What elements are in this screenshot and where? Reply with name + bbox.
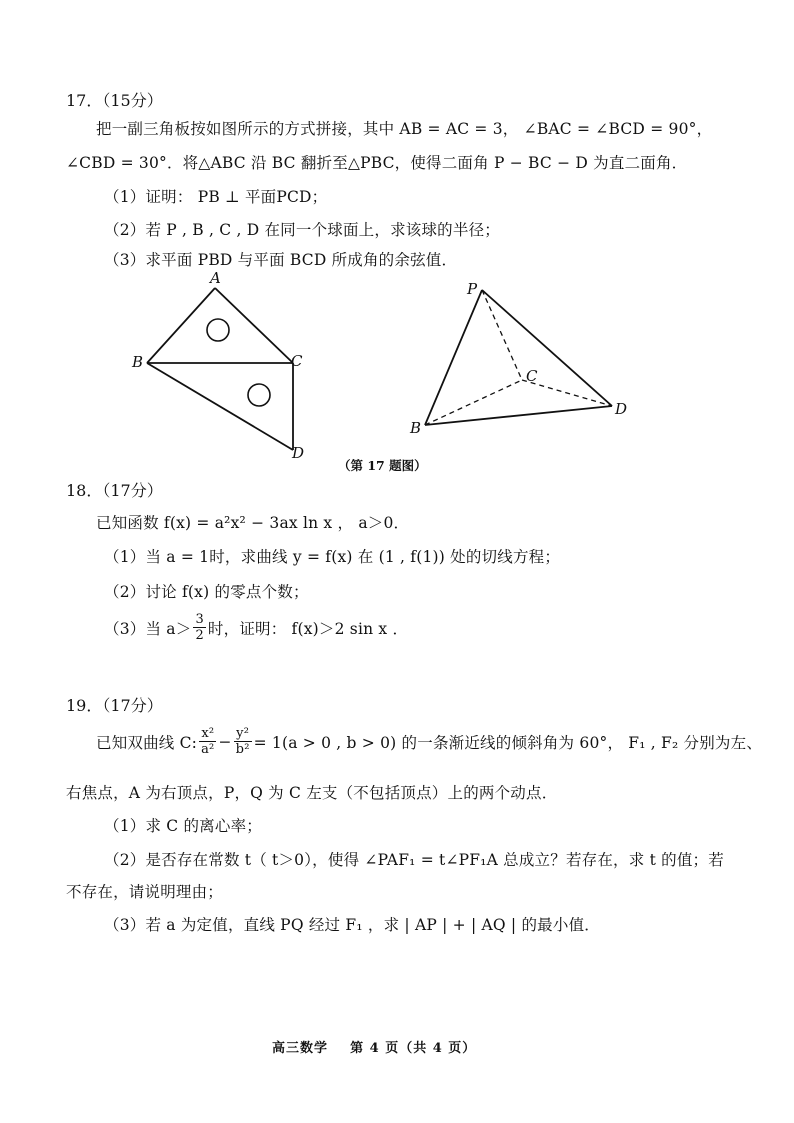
minus-sign: −	[218, 732, 232, 751]
q17-left-diagram	[131, 269, 304, 462]
label-d: D	[292, 444, 305, 462]
q18-heading: 18．（17分）	[66, 481, 163, 500]
q17-item-3: （3）求平面 PBD 与平面 BCD 所成角的余弦值．	[104, 251, 458, 269]
q17-figure-caption: （第 17 题图）	[338, 458, 427, 473]
edge-bd	[147, 363, 293, 450]
edge-pd	[482, 290, 612, 406]
q19-item-3: （3）若 a 为定值，直线 PQ 经过 F₁ ，求 | AP | + | AQ | 的最小值．	[104, 916, 600, 934]
q17-stem-line1: 把一副三角板按如图所示的方式拼接，其中 AB = AC = 3， ∠BAC = ∠BCD = 90°，	[96, 120, 713, 138]
q17-right-diagram	[409, 280, 627, 437]
label-c: C	[526, 367, 538, 385]
q18-item-3-prefix: （3）当 a＞	[104, 619, 192, 638]
q19-item-2: （2）是否存在常数 t（ t＞0），使得 ∠PAF₁ = t∠PF₁A 总成立？若存在，求 t 的值；若	[104, 851, 724, 869]
q18-stem: 已知函数 f(x) = a²x² − 3ax ln x ， a＞0．	[96, 514, 410, 532]
q17-heading: 17．（15分）	[66, 91, 163, 110]
label-a: A	[210, 269, 221, 287]
fraction-x2-over-a2	[199, 726, 216, 757]
q19-stem-line1	[96, 726, 762, 757]
label-b: B	[132, 353, 144, 371]
q17-item-1: （1）证明： PB ⊥ 平面PCD；	[104, 188, 328, 206]
edge-ac	[215, 288, 293, 363]
edge-ab	[147, 288, 215, 363]
label-b: B	[410, 419, 422, 437]
fraction-numerator: x²	[199, 726, 216, 742]
fraction-numerator: 3	[195, 612, 204, 627]
q18-item-3	[104, 612, 408, 643]
page-footer: 高三数学 第 4 页（共 4 页）	[272, 1041, 477, 1056]
edge-pb	[425, 290, 482, 425]
triangle-hole-circle	[207, 319, 229, 341]
fraction-numerator: y²	[234, 726, 252, 742]
fraction-y2-over-b2	[234, 726, 252, 757]
fraction-denominator: 2	[195, 628, 204, 643]
label-c: C	[291, 352, 303, 370]
fraction-denominator: a²	[201, 742, 215, 757]
q19-stem-prefix: 已知双曲线 C:	[96, 733, 198, 752]
q19-item-1: （1）求 C 的离心率；	[104, 817, 262, 835]
q18-item-1: （1）当 a = 1时，求曲线 y = f(x) 在 (1 , f(1)) 处的切线方程；	[104, 548, 561, 566]
q19-item-2-continued: 不存在，请说明理由；	[66, 883, 224, 901]
edge-pc-hidden	[482, 290, 522, 380]
fraction-denominator: b²	[235, 742, 250, 757]
edge-bc-hidden	[425, 380, 522, 425]
fraction-three-halves	[193, 612, 205, 643]
q17-figure	[120, 268, 660, 468]
triangle-hole-circle	[248, 384, 270, 406]
q17-stem-line2: ∠CBD = 30°．将△ABC 沿 BC 翻折至△PBC，使得二面角 P − BC − D 为直二面角．	[66, 154, 688, 172]
q17-item-2: （2）若 P , B , C , D 在同一个球面上，求该球的半径；	[104, 221, 500, 239]
q19-heading: 19．（17分）	[66, 696, 163, 715]
edge-bd	[425, 406, 612, 425]
q19-stem-suffix: = 1(a > 0 , b > 0) 的一条渐近线的倾斜角为 60°， F₁ , F₂ 分别为左、	[253, 733, 763, 752]
label-p: P	[467, 280, 478, 298]
q18-item-2: （2）讨论 f(x) 的零点个数；	[104, 583, 309, 601]
q19-stem-line2: 右焦点，A 为右顶点，P，Q 为 C 左支（不包括顶点）上的两个动点．	[66, 784, 558, 802]
q18-item-3-suffix: 时，证明： f(x)＞2 sin x ．	[207, 619, 409, 638]
label-d: D	[615, 400, 628, 418]
